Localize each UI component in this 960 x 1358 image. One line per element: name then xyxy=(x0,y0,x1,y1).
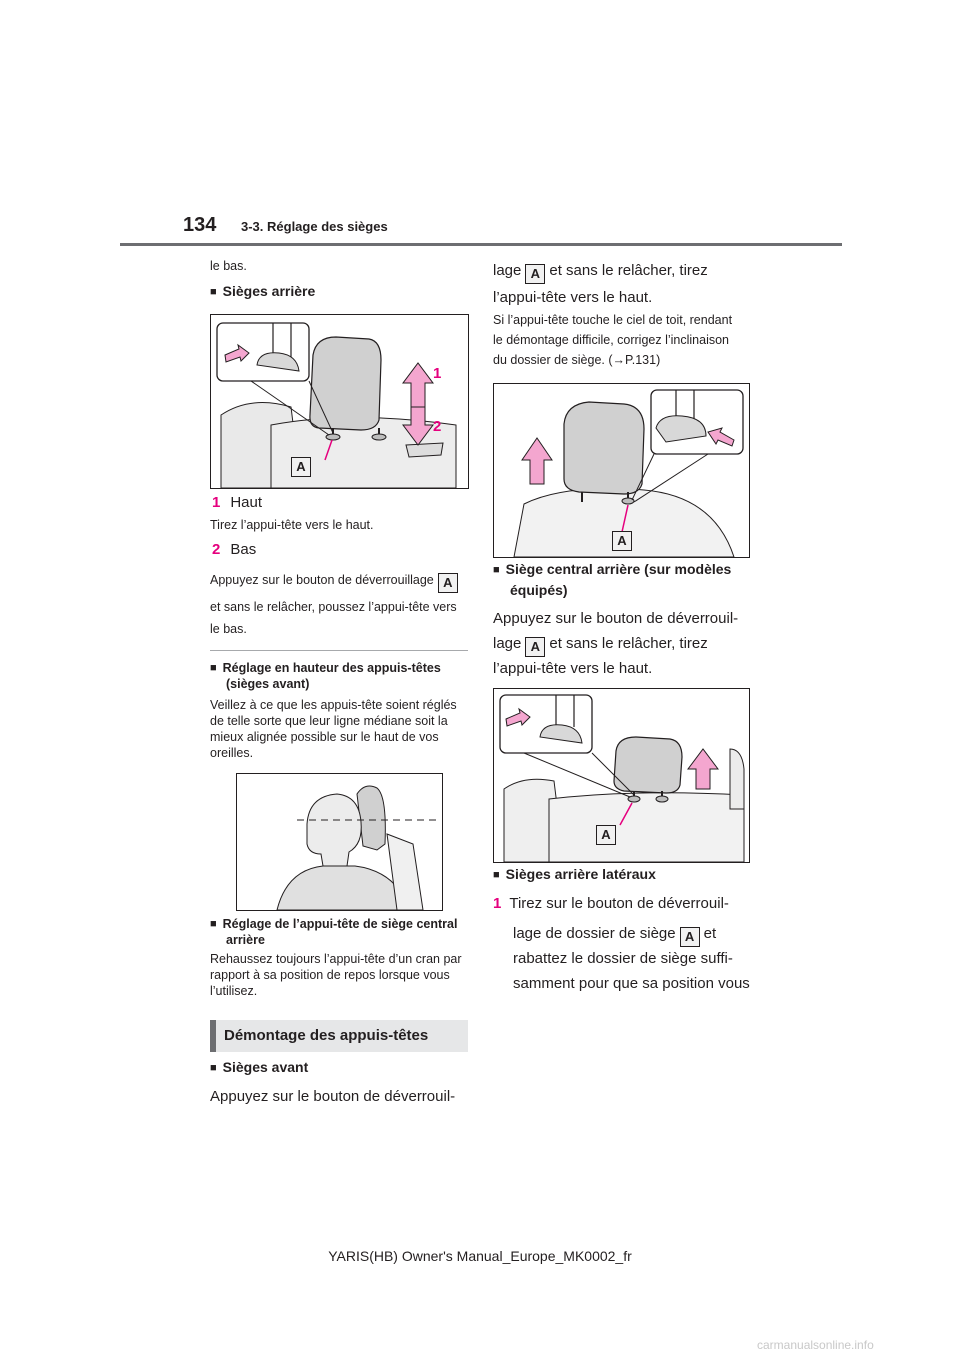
fig1-label-1: 1 xyxy=(433,365,442,382)
center-body-a: Appuyez sur le bouton de déverrouil- xyxy=(493,610,739,627)
right-note-b: le démontage difficile, corrigez l’inclinaison xyxy=(493,333,730,347)
note2-body: Rehaussez toujours l’appui-tête d’un cran par rapport à sa position de repos lorsque vous l’utilisez. xyxy=(210,952,462,998)
right-line2: l’appui-tête vers le haut. xyxy=(493,289,653,306)
lateral-step1-b: lage de dossier de siège A et xyxy=(513,921,716,947)
note1-body: Veillez à ce que les appuis-tête soient réglés de telle sorte que leur ligne médiane soit la mieux alignée possible sur le haut de vos oreilles. xyxy=(210,698,457,760)
figure-rear-headrest xyxy=(210,314,469,489)
fig4-label-a: A xyxy=(596,825,616,845)
note2-heading: ■ Réglage de l’appui-tête de siège central xyxy=(210,916,457,932)
lateral-step1-d: samment pour que sa position vous xyxy=(513,975,750,992)
front-seats-heading: ■ Sièges avant xyxy=(210,1059,308,1075)
header-rule xyxy=(120,243,842,246)
lateral-rear-heading: ■ Sièges arrière latéraux xyxy=(493,866,656,882)
center-body-b: lage A et sans le relâcher, tirez xyxy=(493,631,708,657)
lateral-step1: 1 Tirez sur le bouton de déverrouil- xyxy=(493,895,729,912)
fig3-label-a: A xyxy=(612,531,632,551)
fig1-label-2: 2 xyxy=(433,418,442,435)
figure-head-alignment xyxy=(236,773,443,911)
step2-desc-line1: Appuyez sur le bouton de déverrouillage A xyxy=(210,570,462,593)
note1-heading: ■ Réglage en hauteur des appuis-têtes xyxy=(210,660,441,676)
figure-center-headrest xyxy=(493,688,750,863)
rear-seats-heading: ■ Sièges arrière xyxy=(210,283,315,299)
fig1-label-a: A xyxy=(291,457,311,477)
note-divider xyxy=(210,650,468,651)
footer-text: YARIS(HB) Owner's Manual_Europe_MK0002_fr xyxy=(328,1248,632,1264)
intro-text: le bas. xyxy=(210,259,247,273)
note2-heading-2: arrière xyxy=(226,933,265,947)
badge-a: A xyxy=(438,573,458,593)
page-number: 134 xyxy=(183,214,217,236)
section-title: 3-3. Réglage des sièges xyxy=(241,219,388,234)
center-rear-heading: ■ Siège central arrière (sur modèles xyxy=(493,561,731,577)
right-note-c: du dossier de siège. (→P.131) xyxy=(493,353,661,367)
step1-desc: Tirez l’appui-tête vers le haut. xyxy=(210,518,374,532)
right-line1: lage A et sans le relâcher, tirez xyxy=(493,258,708,284)
lateral-step1-c: rabattez le dossier de siège suffi- xyxy=(513,950,733,967)
center-rear-heading-2: équipés) xyxy=(510,582,568,598)
watermark: carmanualsonline.info xyxy=(757,1338,874,1352)
right-note-a: Si l’appui-tête touche le ciel de toit, rendant xyxy=(493,313,733,327)
center-body-c: l’appui-tête vers le haut. xyxy=(493,660,653,677)
step2-desc-line2: et sans le relâcher, poussez l’appui-tête vers xyxy=(210,600,457,614)
step2-desc-line3: le bas. xyxy=(210,622,247,636)
figure-front-headrest-removal xyxy=(493,383,750,558)
note1-heading-2: (sièges avant) xyxy=(226,677,310,691)
step1: 1 Haut xyxy=(212,494,263,511)
front-seats-body: Appuyez sur le bouton de déverrouil- xyxy=(210,1088,456,1105)
step2: 2 Bas xyxy=(212,541,257,558)
section-banner: Démontage des appuis-têtes xyxy=(210,1020,468,1052)
